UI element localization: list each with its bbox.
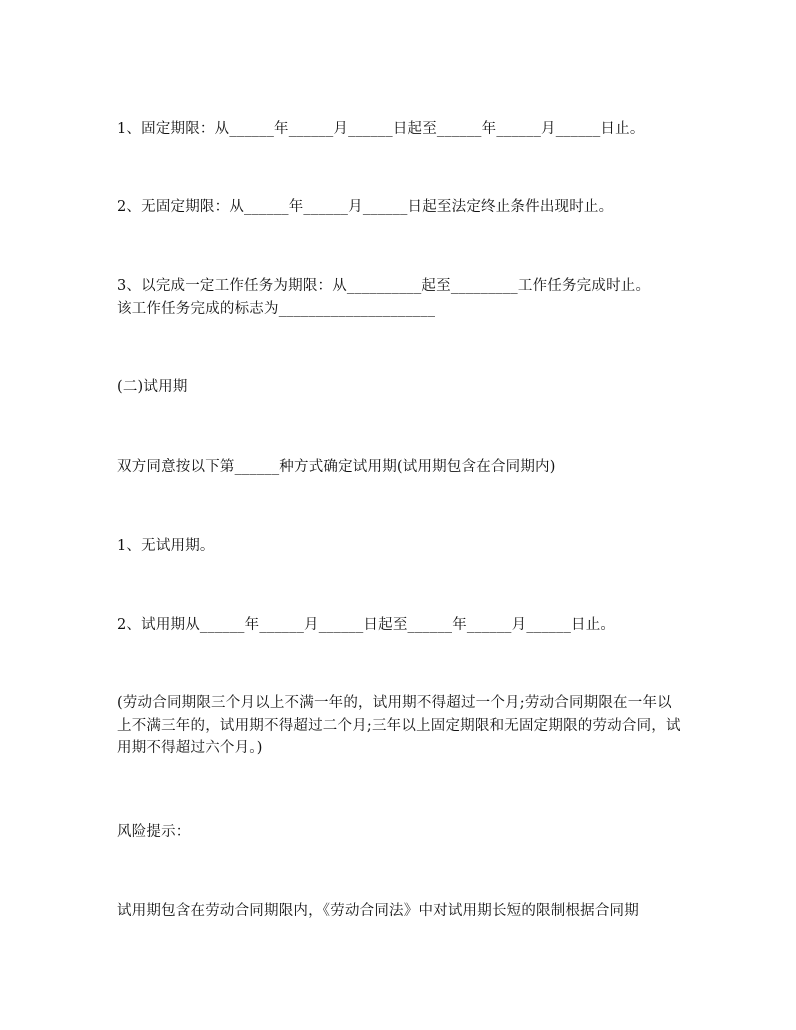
probation-option-none: 1、无试用期。 [117, 538, 215, 554]
probation-choice-sentence: 双方同意按以下第______种方式确定试用期(试用期包含在合同期内) [117, 459, 556, 475]
clause-task-term: 3、以完成一定工作任务为期限：从__________起至_________工作任务完成时止。该工作任务完成的标志为_____________________ [117, 278, 651, 317]
probation-limit-note: (劳动合同期限三个月以上不满一年的，试用期不得超过一个月;劳动合同期限在一年以上不满三年的，试用期不得超过二个月;三年以上固定期限和无固定期限的劳动合同，试用期不得超过六个月。) [117, 695, 681, 756]
probation-option-dates: 2、试用期从______年______月______日起至______年______月______日止。 [117, 617, 616, 633]
clause-open-term: 2、无固定期限：从______年______月______日起至法定终止条件出现时止。 [117, 199, 614, 215]
risk-warning-text: 试用期包含在劳动合同期限内，《劳动合同法》中对试用期长短的限制根据合同期 [117, 903, 639, 919]
clause-fixed-term: 1、固定期限：从______年______月______日起至______年______月______日止。 [117, 121, 645, 137]
risk-warning-heading: 风险提示： [117, 824, 191, 840]
section-heading-probation: (二)试用期 [117, 379, 188, 395]
